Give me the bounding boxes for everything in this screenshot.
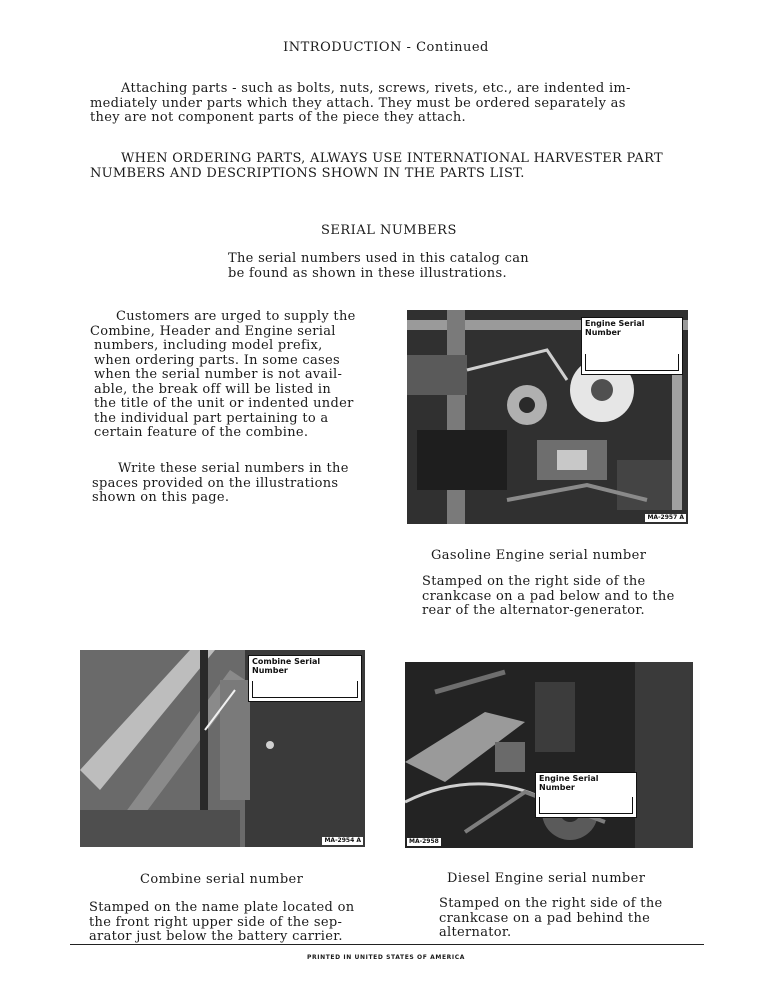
diesel-serial-label-text: Engine Serial Number	[539, 774, 599, 792]
combine-description	[89, 901, 389, 945]
attaching-parts-line-1: Attaching parts - such as bolts, nuts, screws, rivets, etc., are indented im-	[121, 81, 631, 96]
customer-note-line-8: the individual part pertaining to a	[94, 410, 329, 426]
customer-note-line-2: Combine, Header and Engine serial	[90, 323, 336, 339]
customer-note-line-5: when the serial number is not avail-	[94, 367, 343, 382]
combine-description-line-1: Stamped on the name plate located on	[89, 900, 355, 915]
combine-description-line-2: the front right upper side of the sep-	[89, 914, 343, 930]
footer-rule	[70, 944, 704, 945]
section-intro-line-2: be found as shown in these illustrations.	[228, 265, 507, 281]
customer-note-line-6: able, the break off will be listed in	[94, 381, 332, 397]
diesel-engine-photo	[405, 662, 693, 848]
gasoline-engine-photo	[407, 310, 688, 524]
diesel-description-line-2: crankcase on a pad behind the	[439, 910, 651, 926]
write-note-line-2: spaces provided on the illustrations	[92, 475, 339, 491]
customer-note-line-4: when ordering parts. In some cases	[94, 352, 340, 368]
diesel-photo-code: MA-2958	[409, 838, 439, 845]
section-intro	[228, 252, 568, 281]
customer-note-line-9: certain feature of the combine.	[94, 425, 309, 440]
page-header: INTRODUCTION - Continued	[283, 40, 489, 55]
combine-caption: Combine serial number	[140, 872, 304, 887]
write-note-line-3: shown on this page.	[92, 490, 230, 505]
attaching-parts-line-2: mediately under parts which they attach. They must be ordered separately as	[90, 95, 626, 111]
gasoline-photo-code: MA-2957 A	[647, 514, 684, 521]
diesel-description-line-3: alternator.	[439, 925, 512, 940]
customer-note-line-3: numbers, including model prefix,	[94, 338, 323, 353]
combine-serial-blank	[252, 681, 358, 698]
diesel-description-line-1: Stamped on the right side of the	[439, 896, 663, 911]
attaching-parts-line-3: they are not component parts of the piece they attach.	[90, 110, 466, 125]
section-intro-line-1: The serial numbers used in this catalog can	[228, 251, 529, 266]
combine-photo-code: MA-2954 A	[324, 837, 361, 844]
customer-note	[90, 310, 380, 441]
diesel-engine-illustration	[405, 662, 693, 848]
ordering-notice-line-1: WHEN ORDERING PARTS, ALWAYS USE INTERNATIONAL HARVESTER PART	[121, 151, 663, 166]
customer-note-line-7: the title of the unit or indented under	[94, 396, 354, 411]
diesel-serial-label	[535, 772, 637, 818]
attaching-parts-paragraph	[90, 82, 690, 126]
customer-note-line-1: Customers are urged to supply the	[116, 309, 356, 324]
gasoline-description	[422, 575, 722, 619]
gasoline-description-line-3: rear of the alternator-generator.	[422, 603, 645, 618]
gasoline-serial-label	[581, 317, 683, 375]
gasoline-description-line-1: Stamped on the right side of the	[422, 574, 646, 589]
section-title: SERIAL NUMBERS	[321, 223, 457, 238]
gasoline-serial-label-text: Engine Serial Number	[585, 319, 645, 337]
combine-serial-label-text: Combine Serial Number	[252, 657, 321, 675]
diesel-caption: Diesel Engine serial number	[447, 871, 646, 886]
footer-text: PRINTED IN UNITED STATES OF AMERICA	[307, 954, 465, 961]
gasoline-serial-blank	[585, 354, 679, 371]
combine-serial-label	[248, 655, 362, 702]
write-note	[92, 462, 382, 506]
combine-photo	[80, 650, 365, 847]
diesel-serial-blank	[539, 797, 633, 814]
write-note-line-1: Write these serial numbers in the	[118, 461, 349, 476]
gasoline-caption: Gasoline Engine serial number	[431, 548, 647, 563]
diesel-description	[439, 897, 739, 941]
combine-description-line-3: arator just below the battery carrier.	[89, 929, 343, 944]
ordering-notice	[90, 152, 710, 181]
gasoline-description-line-2: crankcase on a pad below and to the	[422, 588, 675, 604]
ordering-notice-line-2: NUMBERS AND DESCRIPTIONS SHOWN IN THE PARTS LIST.	[90, 165, 525, 181]
